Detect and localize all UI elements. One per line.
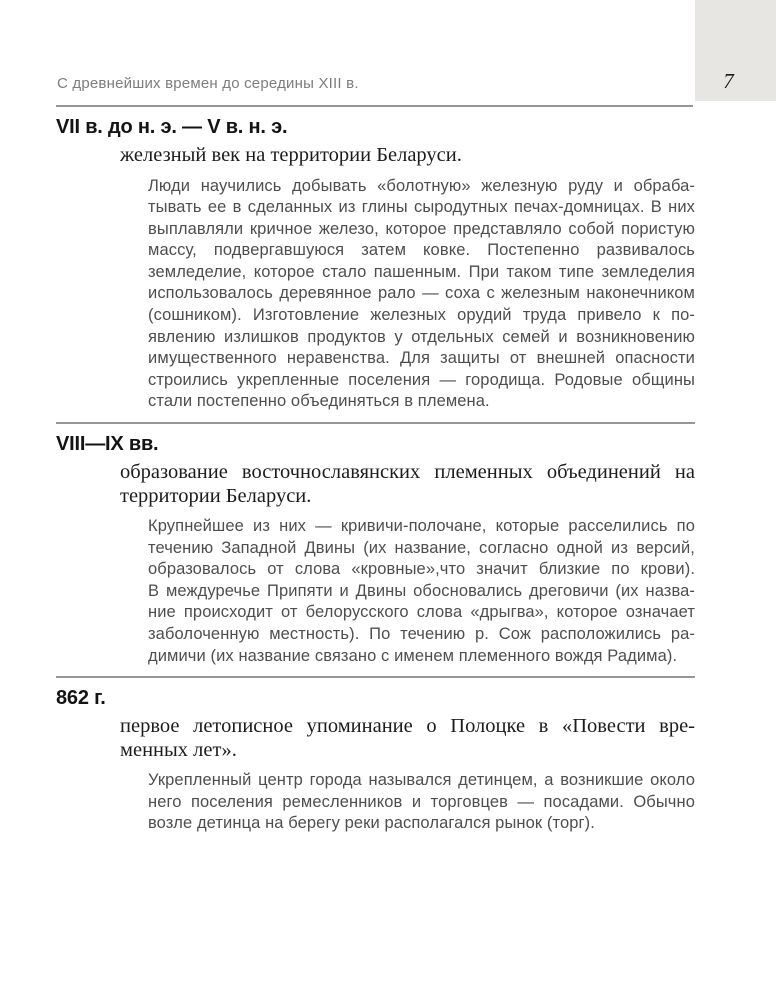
text-line: Люди научились добывать «болотную» железную руду и обраба- (148, 176, 695, 195)
timeline-entry (0, 686, 776, 835)
timeline-entry (0, 432, 776, 667)
text-line: образовалось от слова «кровные»,что значит близкие по крови). (148, 560, 695, 579)
text-line: первое летописное упоминание о Полоцке в «Повести вре- (120, 715, 695, 738)
entry-title (120, 461, 695, 508)
text-line: стали постепенно объединяться в племена. (148, 392, 490, 411)
entry-title (120, 715, 695, 762)
text-line: В междуречье Припяти и Двины обосновались дреговичи (их назва- (148, 581, 695, 600)
text-line: территории Беларуси. (120, 484, 312, 507)
page-number: 7 (723, 69, 734, 93)
text-line: течению Западной Двины (их название, согласно одной из версий, (148, 538, 695, 557)
text-line: выплавляли кричное железо, которое представляло собой пористую (148, 219, 695, 238)
text-line: ние происходит от белорусского слова «дрыгва», которое означает (148, 603, 695, 622)
text-line: возле детинца на берегу реки располагался рынок (торг). (148, 814, 595, 833)
entry-date-heading: VII в. до н. э. — V в. н. э. (56, 116, 288, 138)
text-line: тывать ее в сделанных из глины сыродутных печах-домницах. В них (148, 198, 695, 217)
text-line: (сошником). Изготовление железных орудий труда привело к по- (148, 306, 695, 325)
text-line: явлению излишков продуктов у отдельных семей и возникновению (148, 327, 695, 346)
text-line: использовалось деревянное рало — соха с железным наконечником (148, 284, 695, 303)
text-line: железный век на территории Беларуси. (120, 144, 462, 166)
text-line: строились укрепленные поселения — городища. Родовые общины (148, 370, 695, 389)
entry-body (148, 176, 695, 414)
entry-date-heading: 862 г. (56, 687, 106, 710)
running-header: С древнейших времен до середины XIII в. (57, 75, 359, 92)
text-line: Укрепленный центр города назывался детинцем, а возникшие около (148, 771, 695, 790)
header-rule (56, 105, 693, 107)
timeline-entry (0, 115, 776, 413)
text-line: имущественного неравенства. Для защиты от внешней опасности (148, 349, 695, 368)
entry-date-heading: VIII—IX вв. (56, 433, 159, 456)
entry-body (148, 770, 695, 835)
text-line: массу, подвергавшуюся затем ковке. Постепенно развивалось (148, 241, 695, 260)
page-content (0, 115, 776, 835)
text-line: менных лет». (120, 738, 237, 761)
entry-body (148, 516, 695, 667)
text-line: него поселения ремесленников и торговцев — посадами. Обычно (148, 792, 695, 811)
entry-title (120, 144, 695, 168)
section-divider (56, 676, 695, 678)
text-line: заболоченную местность). По течению р. Сож расположились ра- (148, 625, 695, 643)
text-line: димичи (их название связано с именем племенного вождя Радима). (148, 646, 678, 665)
text-line: образование восточнославянских племенных объединений на (120, 461, 695, 484)
section-divider (56, 422, 695, 424)
text-line: земледелие, которое стало пашенным. При таком типе земледелия (148, 262, 695, 281)
text-line: Крупнейшее из них — кривичи-полочане, которые расселились по (148, 517, 695, 536)
page-number-box (695, 0, 776, 101)
